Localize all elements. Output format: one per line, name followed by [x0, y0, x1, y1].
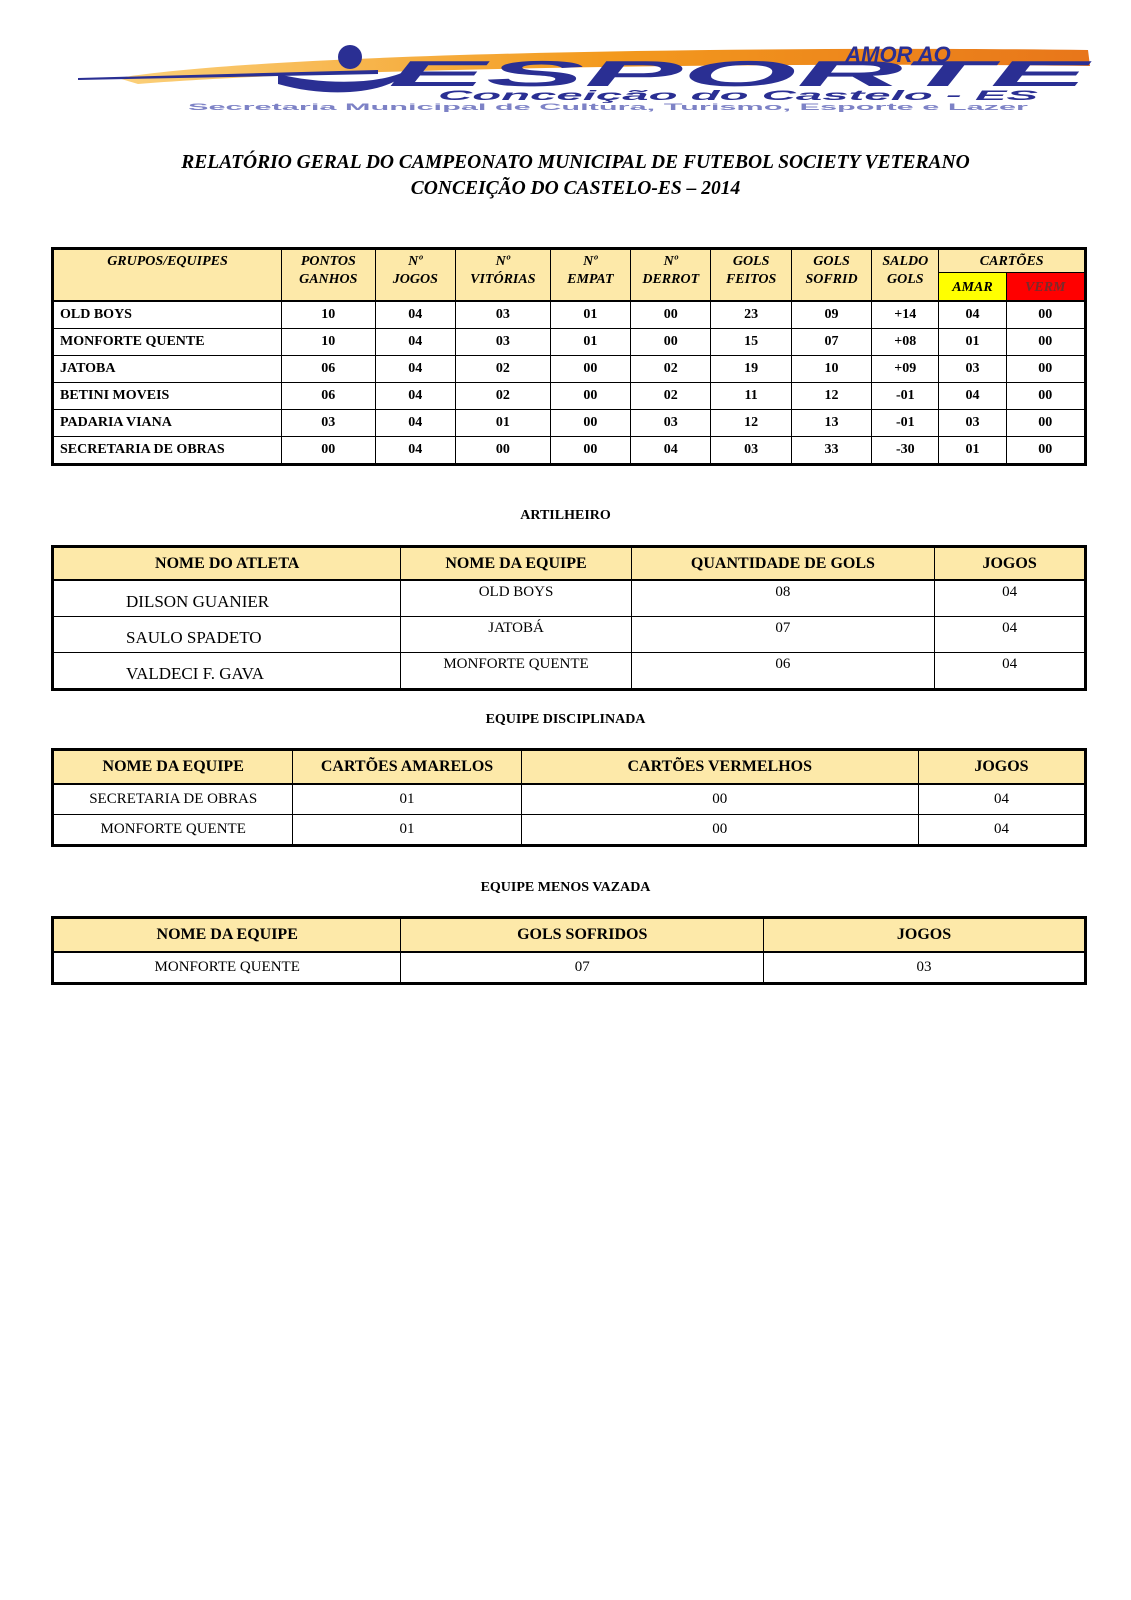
cell-empat: 00 [550, 410, 630, 437]
cell-sofrid: 13 [791, 410, 871, 437]
cell-gols: 07 [631, 617, 935, 653]
disciplinada-section-title: EQUIPE DISCIPLINADA [485, 712, 646, 727]
disciplinada-row [53, 815, 1086, 846]
cell-jogos: 04 [918, 815, 1085, 846]
cell-amarelos: 01 [293, 815, 521, 846]
header-cartoes-amarelos: CARTÕES AMARELOS [293, 750, 521, 785]
cell-pontos: 10 [281, 301, 375, 329]
header-n-jogos: Nº JOGOS [375, 249, 455, 302]
artilheiro-row [53, 580, 1086, 617]
cell-pontos: 10 [281, 329, 375, 356]
header-gols-sofrid: GOLS SOFRID [791, 249, 871, 302]
cell-team: PADARIA VIANA [53, 410, 282, 437]
cell-saldo: -01 [872, 410, 939, 437]
cell-sofrid: 10 [791, 356, 871, 383]
cell-vitorias: 01 [456, 410, 551, 437]
cell-pontos: 03 [281, 410, 375, 437]
cell-team: JATOBA [53, 356, 282, 383]
header-nome-da-equipe: NOME DA EQUIPE [53, 750, 293, 785]
header-jogos: JOGOS [764, 918, 1086, 953]
cell-equipe: OLD BOYS [401, 580, 631, 617]
header-grupos-equipes: GRUPOS/EQUIPES [53, 249, 282, 302]
cell-verm: 00 [1006, 383, 1085, 410]
vazada-row [53, 952, 1086, 984]
artilheiro-header-row [53, 547, 1086, 581]
cell-feitos: 23 [711, 301, 791, 329]
cell-empat: 00 [550, 356, 630, 383]
cell-verm: 00 [1006, 356, 1085, 383]
cell-jogos: 04 [375, 437, 455, 465]
cell-empat: 01 [550, 301, 630, 329]
logo-top-text: AMOR AO [845, 42, 951, 67]
report-title-line2: CONCEIÇÃO DO CASTELO-ES – 2014 [410, 178, 741, 199]
header-nome-da-equipe: NOME DA EQUIPE [53, 918, 401, 953]
report-title-line1: RELATÓRIO GERAL DO CAMPEONATO MUNICIPAL DE FUTEBOL SOCIETY VETERANO [181, 152, 970, 173]
header-n-derrot: Nº DERROT [631, 249, 711, 302]
cell-verm: 00 [1006, 410, 1085, 437]
header-cartoes: CARTÕES [939, 249, 1086, 273]
header-gols-feitos: GOLS FEITOS [711, 249, 791, 302]
cell-pontos: 00 [281, 437, 375, 465]
cell-derrot: 00 [631, 329, 711, 356]
cell-jogos: 03 [764, 952, 1086, 984]
cell-feitos: 12 [711, 410, 791, 437]
cell-amar: 04 [939, 301, 1006, 329]
cell-atleta: VALDECI F. GAVA [53, 653, 401, 690]
cell-equipe: SECRETARIA DE OBRAS [53, 784, 293, 815]
header-jogos: JOGOS [918, 750, 1085, 785]
header-nome-do-atleta: NOME DO ATLETA [53, 547, 401, 581]
cell-vitorias: 03 [456, 329, 551, 356]
cell-pontos: 06 [281, 383, 375, 410]
cell-jogos: 04 [375, 356, 455, 383]
cell-feitos: 19 [711, 356, 791, 383]
cell-team: MONFORTE QUENTE [53, 329, 282, 356]
logo-subtitle: Conceição do Castelo - ES [438, 87, 1041, 103]
cell-amar: 03 [939, 356, 1006, 383]
cell-feitos: 03 [711, 437, 791, 465]
cell-vitorias: 00 [456, 437, 551, 465]
cell-vermelhos: 00 [521, 815, 918, 846]
cell-vitorias: 03 [456, 301, 551, 329]
cell-derrot: 02 [631, 356, 711, 383]
artilheiro-row [53, 653, 1086, 690]
cell-sofrid: 33 [791, 437, 871, 465]
cell-derrot: 00 [631, 301, 711, 329]
cell-vitorias: 02 [456, 383, 551, 410]
cell-derrot: 04 [631, 437, 711, 465]
logo-tagline: Secretaria Municipal de Cultura, Turismo, Esporte e Lazer [188, 102, 1030, 112]
cell-verm: 00 [1006, 329, 1085, 356]
cell-equipe: JATOBÁ [401, 617, 631, 653]
cell-vermelhos: 00 [521, 784, 918, 815]
cell-jogos: 04 [375, 383, 455, 410]
disciplinada-table [51, 748, 1087, 847]
cell-jogos: 04 [918, 784, 1085, 815]
cell-team: SECRETARIA DE OBRAS [53, 437, 282, 465]
standings-row [53, 383, 1086, 410]
standings-row [53, 437, 1086, 465]
cell-verm: 00 [1006, 301, 1085, 329]
cell-jogos: 04 [935, 653, 1086, 690]
header-cartoes-vermelhos: CARTÕES VERMELHOS [521, 750, 918, 785]
header-jogos: JOGOS [935, 547, 1086, 581]
standings-row [53, 329, 1086, 356]
vazada-section-title: EQUIPE MENOS VAZADA [480, 880, 651, 895]
artilheiro-table [51, 545, 1087, 691]
cell-verm: 00 [1006, 437, 1085, 465]
cell-team: BETINI MOVEIS [53, 383, 282, 410]
header-n-empat: Nº EMPAT [550, 249, 630, 302]
cell-pontos: 06 [281, 356, 375, 383]
cell-feitos: 11 [711, 383, 791, 410]
header-saldo-gols: SALDO GOLS [872, 249, 939, 302]
cell-vitorias: 02 [456, 356, 551, 383]
cell-gols: 08 [631, 580, 935, 617]
cell-equipe: MONFORTE QUENTE [53, 952, 401, 984]
cell-saldo: -30 [872, 437, 939, 465]
cell-amar: 03 [939, 410, 1006, 437]
disciplinada-row [53, 784, 1086, 815]
cell-equipe: MONFORTE QUENTE [53, 815, 293, 846]
report-title [60, 150, 1091, 202]
cell-team: OLD BOYS [53, 301, 282, 329]
cell-sofrid: 12 [791, 383, 871, 410]
standings-row [53, 410, 1086, 437]
cell-saldo: -01 [872, 383, 939, 410]
artilheiro-row [53, 617, 1086, 653]
cell-equipe: MONFORTE QUENTE [401, 653, 631, 690]
header-nome-da-equipe: NOME DA EQUIPE [401, 547, 631, 581]
header-verm: VERM [1006, 273, 1085, 302]
disciplinada-header-row [53, 750, 1086, 785]
cell-atleta: SAULO SPADETO [53, 617, 401, 653]
cell-jogos: 04 [935, 580, 1086, 617]
artilheiro-section-title: ARTILHEIRO [520, 508, 611, 523]
logo-main-text: ESPORTE [388, 53, 1093, 94]
header-quantidade-de-gols: QUANTIDADE DE GOLS [631, 547, 935, 581]
standings-row [53, 301, 1086, 329]
header-n-vitorias: Nº VITÓRIAS [456, 249, 551, 302]
header-gols-sofridos: GOLS SOFRIDOS [401, 918, 764, 953]
cell-empat: 01 [550, 329, 630, 356]
cell-amar: 04 [939, 383, 1006, 410]
standings-row [53, 356, 1086, 383]
vazada-header-row [53, 918, 1086, 953]
cell-sofrid: 09 [791, 301, 871, 329]
cell-saldo: +09 [872, 356, 939, 383]
cell-derrot: 02 [631, 383, 711, 410]
cell-amarelos: 01 [293, 784, 521, 815]
cell-atleta: DILSON GUANIER [53, 580, 401, 617]
cell-amar: 01 [939, 437, 1006, 465]
cell-jogos: 04 [375, 301, 455, 329]
vazada-table [51, 916, 1087, 985]
header-amar: AMAR [939, 273, 1006, 302]
cell-empat: 00 [550, 437, 630, 465]
cell-feitos: 15 [711, 329, 791, 356]
cell-derrot: 03 [631, 410, 711, 437]
header-pontos-ganhos: PONTOS GANHOS [281, 249, 375, 302]
cell-saldo: +14 [872, 301, 939, 329]
cell-sofrid: 07 [791, 329, 871, 356]
standings-table [51, 247, 1087, 466]
cell-amar: 01 [939, 329, 1006, 356]
standings-header-row [53, 249, 1086, 273]
cell-jogos: 04 [375, 410, 455, 437]
cell-gols: 06 [631, 653, 935, 690]
cell-jogos: 04 [375, 329, 455, 356]
cell-jogos: 04 [935, 617, 1086, 653]
cell-saldo: +08 [872, 329, 939, 356]
cell-sofridos: 07 [401, 952, 764, 984]
cell-empat: 00 [550, 383, 630, 410]
amor-ao-esporte-logo [78, 40, 1108, 112]
